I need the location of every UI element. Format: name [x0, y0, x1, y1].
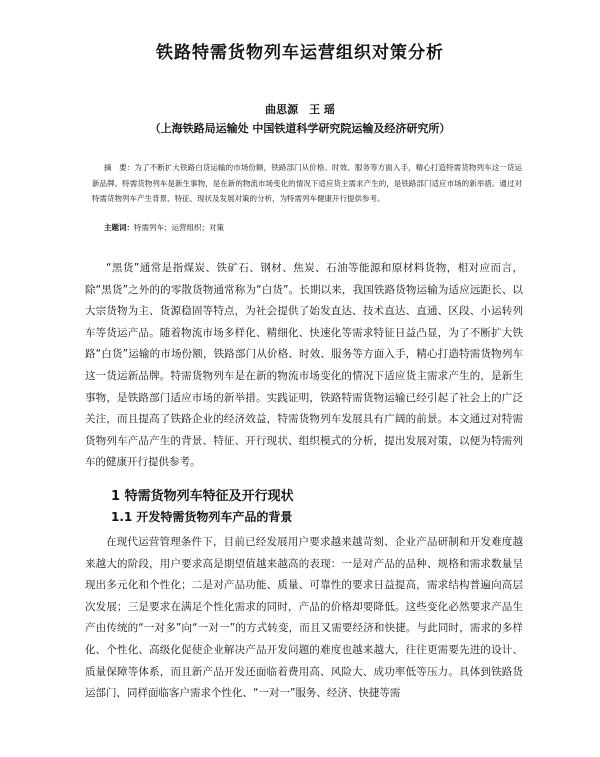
section-heading: 1 特需货物列车特征及开行现状 [111, 489, 294, 504]
affiliation-line: （上海铁路局运输处 中国铁道科学研究院运输及经济研究所） [149, 122, 451, 135]
abstract-text: 摘 要：为了不断扩大铁路白货运输的市场份额，铁路部门从价格、时效、服务等方面入手，精心打造特需货物列车这一货运新品牌。特需货物列车是新生事物，是在新的物流市场变化的情况下适应货主需求产生的，是铁路部门适应市场的新举措。通过对特需货物列车产生背景、特征、现状及发展对策的分析，为特需列车健康开行提供参考。 [92, 163, 522, 203]
subsection-heading: 1.1 开发特需货物列车产品的背景 [111, 510, 293, 524]
keywords-text: 特需列车；运营组织；对策 [134, 223, 224, 232]
paper-title: 铁路特需货物列车运营组织对策分析 [156, 43, 444, 63]
keywords-line [104, 222, 524, 233]
body-paragraph: 在现代运营管理条件下，目前已经发展用户要求越来越苛刻、企业产品研制和开发难度越来越大的阶段，用户要求高是期望值越来越高的表现：一是对产品的品种、规格和需求数量呈现出多元化和个性化；二是对产品功能、质量、可靠性的要求日益提高，需求结构普遍向高层次发展；三是要求在满足个性化需求的同时，产品的价格却要降低。这些变化必然要求产品生产由传统的“一对多”向“一对一”的方式转变，而且又需要经济和快捷。与此同时，需求的多样化、个性化、高级化促使企业解决产品开发问题的难度也越来越大，往往更需要先进的设计、质量保障等体系，而且新产品开发还面临着费用高、风险大、成功率低等压力。具体到铁路货运部门，同样面临客户需求个性化、“一对一”服务、经济、快捷等需 [85, 536, 523, 700]
keywords-label: 主题词： [104, 223, 134, 232]
intro-paragraph: “黑货”通常是指煤炭、铁矿石、钢材、焦炭、石油等能源和原材料货物，相对应而言，除“黑货”之外的的零散货物通常称为“白货”。长期以来，我国铁路货物运输为适应远距长、以大宗货物为主、货源稳固等特点，为社会提供了始发直达、技术直达、直通、区段、小运转列车等货运产品。随着物流市场多样化、精细化、快速化等需求特征日益凸显，为了不断扩大铁路“白货”运输的市场份额，铁路部门从价格、时效、服务等方面入手，精心打造特需货物列车这一货运新品牌。特需货物列车是在新的物流市场变化的情况下适应货主需求产生的，是新生事物，是铁路部门适应市场的新举措。实践证明，铁路特需货物运输已经引起了社会上的广泛关注，而且提高了铁路企业的经济效益，特需货物列车发展具有广阔的前景。本文通过对特需货物列车产品产生的背景、特征、开行现状、组织模式的分析，提出发展对策，以便为特需列车的健康开行提供参考。 [85, 262, 523, 469]
author-line: 曲思源 王 瑶 [265, 103, 335, 116]
